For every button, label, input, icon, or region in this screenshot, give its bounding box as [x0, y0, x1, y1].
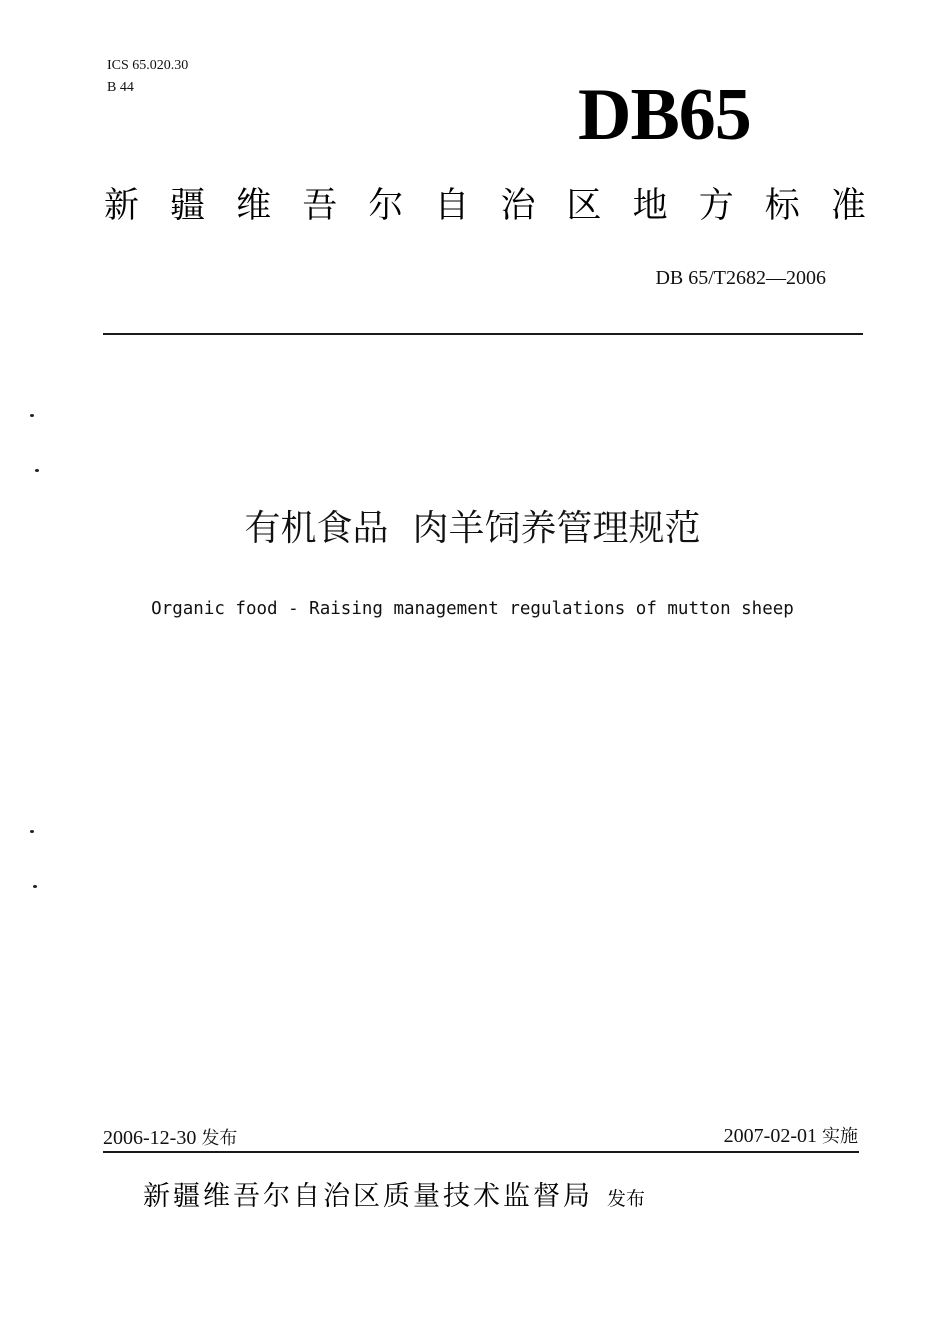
scan-speck [30, 830, 34, 833]
title-zh-part2: 肉羊饲养管理规范 [412, 508, 701, 549]
standard-type-char: 地 [632, 186, 668, 226]
standard-type-char: 自 [434, 186, 470, 226]
standard-type-heading [104, 184, 866, 228]
issue-label: 发布 [201, 1128, 238, 1149]
scan-speck [33, 885, 37, 888]
standard-type-char: 吾 [302, 186, 338, 226]
publisher-line [143, 1177, 645, 1219]
footer-divider [103, 1151, 859, 1153]
ics-code: ICS 65.020.30 [107, 58, 189, 73]
standard-type-char: 方 [698, 186, 734, 226]
publish-label: 发布 [607, 1188, 646, 1210]
standard-type-char: 标 [764, 186, 800, 226]
standard-type-char: 疆 [170, 186, 206, 226]
issue-date: 2006-12-30 [103, 1127, 197, 1149]
ccs-code: B 44 [107, 80, 134, 95]
standard-type-char: 区 [566, 186, 602, 226]
document-title-zh [0, 504, 945, 554]
title-zh-part1: 有机食品 [244, 508, 389, 549]
standard-type-char: 准 [830, 186, 866, 226]
header-divider [103, 333, 863, 335]
standard-type-char: 尔 [368, 186, 404, 226]
document-title-en: Organic food - Raising management regulations of mutton sheep [151, 599, 794, 619]
standard-number: DB 65/T2682—2006 [655, 267, 826, 289]
standard-type-char: 维 [236, 186, 272, 226]
implement-date: 2007-02-01 [723, 1125, 817, 1147]
publisher-name: 新疆维吾尔自治区质量技术监督局 [143, 1181, 593, 1212]
issue-date-line [103, 1125, 237, 1152]
implement-label: 实施 [822, 1126, 858, 1147]
standard-type-char: 治 [500, 186, 536, 226]
standard-type-char: 新 [104, 186, 140, 226]
implement-date-line [724, 1123, 858, 1150]
scan-speck [30, 414, 34, 417]
db65-logo: DB65 [578, 74, 751, 156]
scan-speck [35, 469, 39, 472]
